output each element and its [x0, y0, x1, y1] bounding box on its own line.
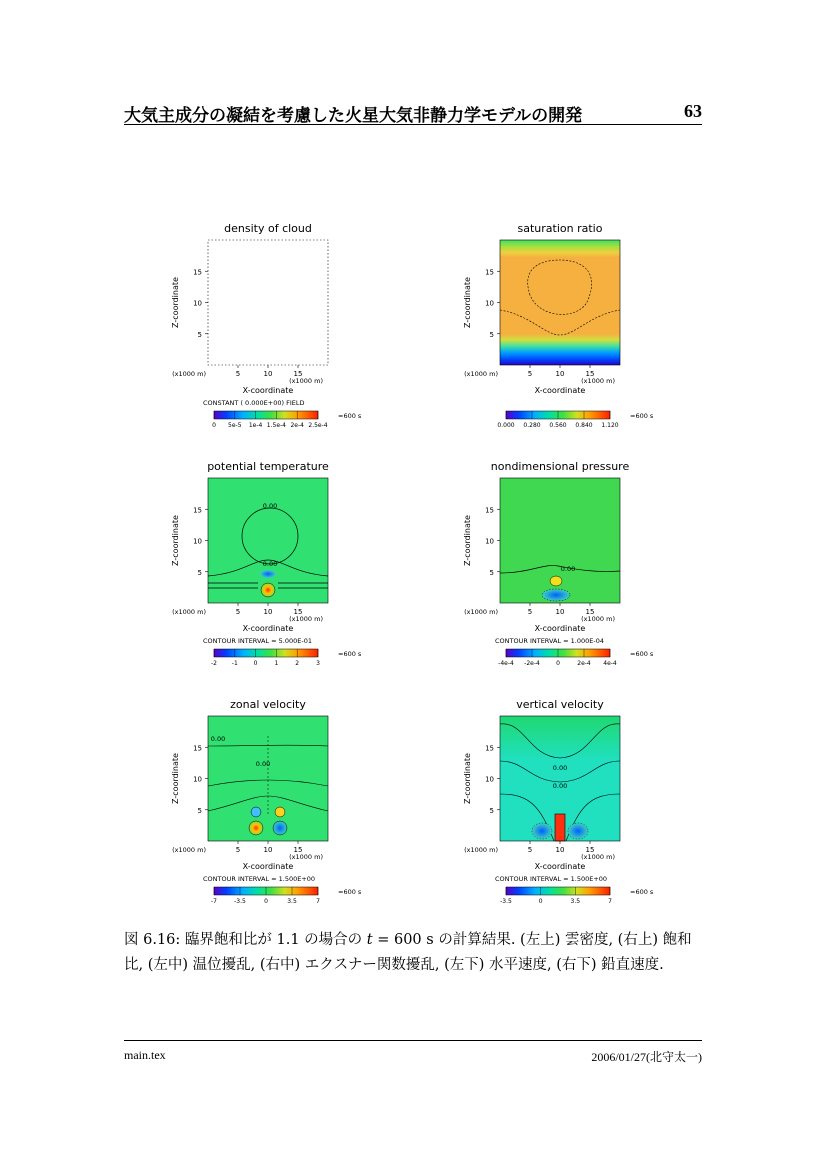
colorbar-tick-label: 0.280: [523, 422, 541, 429]
x-axis-label: X-coordinate: [534, 624, 586, 633]
time-label: =600 s: [630, 650, 654, 658]
colorbar: [214, 411, 318, 419]
colorbar-tick-label: 4e-4: [603, 660, 617, 667]
panel-4: [463, 460, 654, 667]
x-unit-label: (x1000 m): [289, 377, 323, 385]
y-tick-label: 5: [489, 568, 494, 577]
y-tick-label: 5: [197, 806, 202, 815]
x-tick-label: 5: [527, 608, 533, 616]
y-unit-label: (x1000 m): [172, 370, 206, 378]
footer-rule: [124, 1040, 702, 1041]
y-tick-label: 5: [197, 568, 202, 577]
colorbar-tick-label: -7: [211, 898, 217, 905]
y-tick-label: 10: [193, 775, 202, 784]
header-rule: [124, 124, 702, 125]
x-tick-label: 15: [585, 608, 595, 616]
contour-label: 0.00: [552, 782, 568, 790]
time-label: =600 s: [630, 412, 654, 420]
low-anomaly: [542, 589, 570, 601]
footer-date-author: 2006/01/27(北守太一): [591, 1050, 702, 1064]
colorbar-tick-label: 0: [538, 898, 543, 905]
positive-anomaly: [249, 821, 263, 835]
contour-interval-text: CONTOUR INTERVAL = 1.500E+00: [495, 875, 608, 883]
time-label: =600 s: [630, 888, 654, 896]
y-tick-label: 10: [193, 299, 202, 308]
colorbar-tick-label: 1.5e-4: [266, 422, 287, 429]
x-axis-label: X-coordinate: [242, 386, 294, 395]
x-tick-label: 10: [263, 370, 273, 378]
contour-interval-text: CONTOUR INTERVAL = 5.000E-01: [203, 637, 312, 645]
colorbar-tick-label: -3.5: [234, 898, 246, 905]
y-axis-label: Z-coordinate: [463, 277, 472, 328]
contour-label: 0.00: [552, 764, 568, 772]
x-axis-label: X-coordinate: [534, 862, 586, 871]
x-unit-label: (x1000 m): [289, 853, 323, 861]
contour-interval-text: CONTOUR INTERVAL = 1.000E-04: [495, 637, 604, 645]
x-tick-label: 15: [293, 370, 303, 378]
x-tick-label: 10: [263, 608, 273, 616]
colorbar-tick-label: 1.120: [601, 422, 619, 429]
colorbar-tick-label: 2e-4: [290, 422, 304, 429]
y-tick-label: 10: [193, 537, 202, 546]
colorbar-tick-label: 3: [316, 660, 320, 667]
figure-caption: [124, 928, 704, 978]
x-tick-label: 10: [263, 846, 273, 854]
contour-label: 0.00: [262, 560, 278, 568]
x-axis-label: X-coordinate: [242, 624, 294, 633]
x-axis-label: X-coordinate: [534, 386, 586, 395]
contour-interval-text: CONSTANT ( 0.000E+00) FIELD: [203, 399, 305, 407]
colorbar-tick-label: 7: [608, 898, 612, 905]
x-unit-label: (x1000 m): [581, 853, 615, 861]
x-tick-label: 5: [527, 846, 533, 854]
x-unit-label: (x1000 m): [581, 615, 615, 623]
y-tick-label: 10: [485, 537, 494, 546]
colorbar-tick-label: 0: [253, 660, 258, 667]
colorbar-tick-label: -1: [231, 660, 238, 667]
colorbar-tick-label: 3.5: [287, 898, 297, 905]
negative-anomaly: [251, 807, 261, 817]
footer-filename: main.tex: [124, 1048, 166, 1062]
y-axis-label: Z-coordinate: [463, 515, 472, 566]
colorbar-tick-label: 0.840: [575, 422, 593, 429]
y-tick-label: 5: [489, 330, 494, 339]
colorbar-tick-label: 2: [295, 660, 300, 667]
panel-title: potential temperature: [207, 460, 329, 473]
colorbar-tick-label: 0.560: [549, 422, 567, 429]
y-unit-label: (x1000 m): [464, 608, 498, 616]
y-tick-label: 15: [193, 506, 202, 515]
figure-panels: [160, 210, 680, 920]
time-label: =600 s: [338, 412, 362, 420]
panel-title: nondimensional pressure: [490, 460, 630, 473]
x-tick-label: 15: [585, 846, 595, 854]
plot-area: [500, 240, 620, 365]
y-tick-label: 5: [197, 330, 202, 339]
panel-title: vertical velocity: [516, 698, 604, 711]
y-tick-label: 10: [485, 299, 494, 308]
caption-prefix: 図 6.16: 臨界飽和比が 1.1 の場合の: [124, 932, 367, 948]
y-tick-label: 15: [485, 268, 494, 277]
colorbar-tick-label: -2e-4: [524, 660, 540, 667]
panel-title: density of cloud: [224, 222, 312, 235]
colorbar-tick-label: 1e-4: [248, 422, 263, 429]
y-axis-label: Z-coordinate: [171, 277, 180, 328]
y-unit-label: (x1000 m): [464, 370, 498, 378]
x-tick-label: 5: [235, 608, 241, 616]
negative-anomaly: [273, 821, 287, 835]
caption-math-rest: = 600 s: [372, 932, 434, 948]
colorbar-tick-label: -4e-4: [498, 660, 514, 667]
y-unit-label: (x1000 m): [172, 608, 206, 616]
panel-6: [463, 698, 654, 905]
x-tick-label: 5: [235, 846, 241, 854]
colorbar-tick-label: 7: [316, 898, 320, 905]
colorbar-tick-label: 2.5e-4: [308, 422, 328, 429]
plot-area: [208, 716, 328, 841]
caption-math-var: t: [366, 932, 373, 948]
x-tick-label: 10: [555, 846, 565, 854]
y-tick-label: 10: [485, 775, 494, 784]
contour-label: 0.00: [262, 502, 278, 510]
time-label: =600 s: [338, 888, 362, 896]
contour-label: 0.00: [210, 735, 226, 743]
y-axis-label: Z-coordinate: [171, 515, 180, 566]
panel-3: [171, 460, 362, 667]
plot-area: [208, 240, 328, 365]
x-tick-label: 5: [527, 370, 533, 378]
colorbar-tick-label: -3.5: [500, 898, 512, 905]
high-anomaly: [550, 576, 562, 586]
contour-label: 0.00: [560, 565, 576, 573]
y-tick-label: 15: [485, 506, 494, 515]
colorbar-tick-label: 0.000: [497, 422, 515, 429]
contour-label: 0.00: [255, 760, 271, 768]
panel-title: saturation ratio: [517, 222, 603, 235]
x-unit-label: (x1000 m): [289, 615, 323, 623]
panel-title: zonal velocity: [230, 698, 306, 711]
time-label: =600 s: [338, 650, 362, 658]
positive-anomaly: [275, 807, 285, 817]
y-axis-label: Z-coordinate: [463, 753, 472, 804]
x-tick-label: 15: [585, 370, 595, 378]
y-unit-label: (x1000 m): [464, 846, 498, 854]
x-tick-label: 5: [235, 370, 241, 378]
downdraft-anomaly: [568, 823, 588, 839]
colorbar-tick-label: 2e-4: [577, 660, 591, 667]
colorbar-tick-label: 0: [264, 898, 268, 905]
panel-2: [463, 222, 654, 429]
x-tick-label: 15: [293, 608, 303, 616]
y-tick-label: 5: [489, 806, 494, 815]
x-tick-label: 15: [293, 846, 303, 854]
y-unit-label: (x1000 m): [172, 846, 206, 854]
colorbar-tick-label: 5e-5: [228, 422, 242, 429]
colorbar: [214, 649, 318, 657]
x-tick-label: 10: [555, 370, 565, 378]
downdraft-anomaly: [532, 823, 552, 839]
y-tick-label: 15: [193, 268, 202, 277]
y-tick-label: 15: [193, 744, 202, 753]
updraft-anomaly: [555, 814, 565, 841]
caption-text: の計算結果. (左上) 雲密度, (右上) 飽和比, (左中) 温位擾乱, (右中) エクスナー関数擾乱, (左下) 水平速度, (右下) 鉛直速度.: [124, 932, 692, 973]
contour-interval-text: CONTOUR INTERVAL = 1.500E+00: [203, 875, 316, 883]
colorbar-tick-label: 3.5: [570, 898, 581, 905]
x-unit-label: (x1000 m): [581, 377, 615, 385]
colorbar-tick-label: -2: [211, 660, 217, 667]
colorbar: [506, 887, 610, 895]
x-tick-label: 10: [555, 608, 565, 616]
colorbar-tick-label: 0: [212, 422, 216, 429]
page-number: 63: [684, 101, 702, 121]
x-axis-label: X-coordinate: [242, 862, 294, 871]
running-title: 大気主成分の凝結を考慮した火星大気非静力学モデルの開発: [124, 106, 583, 126]
y-axis-label: Z-coordinate: [171, 753, 180, 804]
warm-anomaly: [261, 583, 275, 597]
colorbar-tick-label: 1: [274, 660, 279, 667]
colorbar-tick-label: 0: [556, 660, 560, 667]
panel-1: [171, 222, 362, 429]
cool-anomaly: [260, 570, 276, 578]
y-tick-label: 15: [485, 744, 494, 753]
panel-5: [171, 698, 362, 905]
